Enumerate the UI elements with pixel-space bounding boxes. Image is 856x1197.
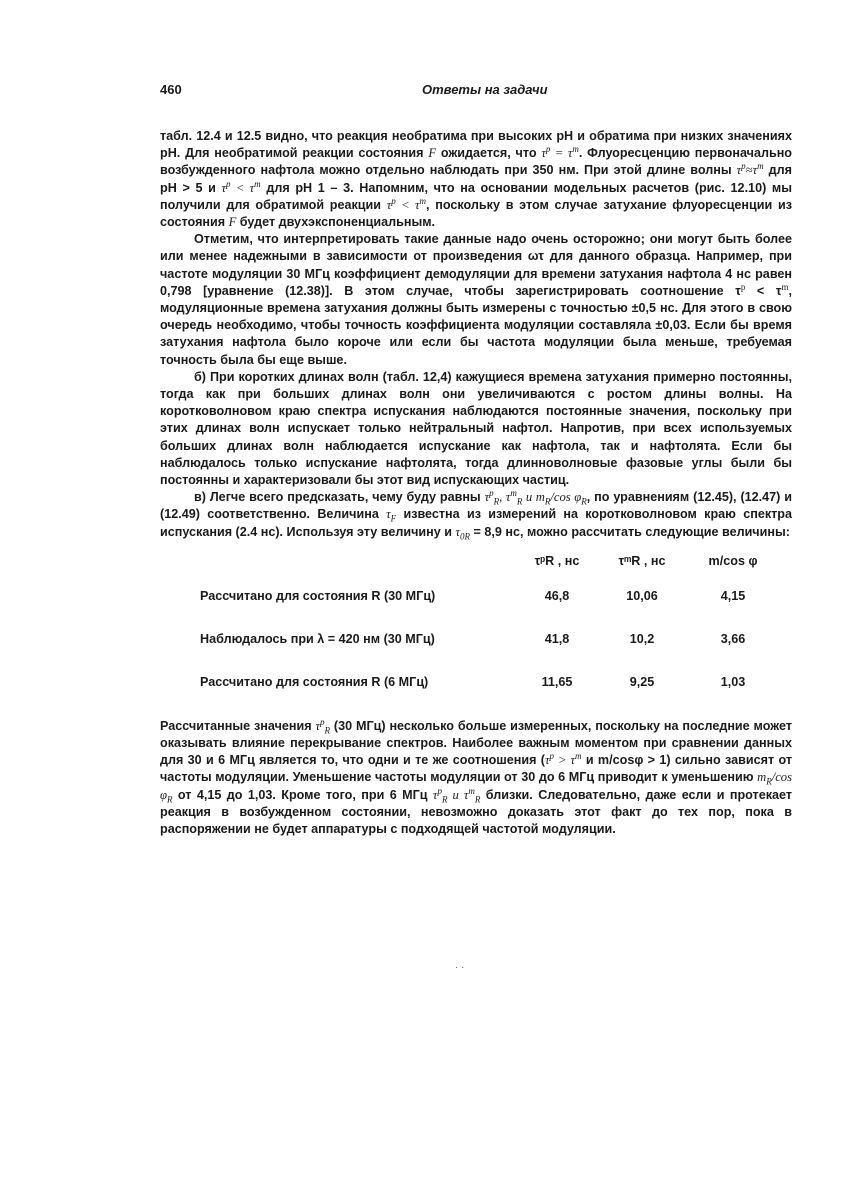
formula: $m_R/\cos$ $\varphi_R$ bbox=[160, 770, 792, 805]
formula: $\tau^p_R$, $\tau^m_R$ и $m_R/\cos$ $\varphi_R$ bbox=[484, 488, 587, 507]
text-run: = 8,9 нс, можно рассчитать следующие величины: bbox=[469, 524, 790, 539]
formula: $\tau_F$ bbox=[386, 507, 397, 524]
row-label: Рассчитано для состояния R (6 МГц) bbox=[200, 674, 429, 689]
text-run: Рассчитанные значения bbox=[160, 718, 316, 733]
formula: $\tau^p > \tau^m$ bbox=[545, 751, 582, 768]
sup-p: p bbox=[740, 281, 746, 292]
table-row bbox=[200, 618, 778, 661]
text-run: близки. Следовательно, даже если и протекает реакция в возбужденном состоянии, невозможно доказать этот факт до тех пор, пока в распоряжении не будет аппаратуры с подходящей частотой модуляции. bbox=[160, 787, 793, 837]
table-row bbox=[200, 575, 778, 618]
page-body bbox=[160, 128, 792, 838]
formula: $\tau^p_R$ и $\tau^m_R$ bbox=[432, 785, 481, 805]
table-cell: 3,66 bbox=[720, 631, 746, 646]
paragraph-5 bbox=[160, 718, 792, 838]
row-label: Наблюдалось при λ = 420 нм (30 МГц) bbox=[200, 631, 435, 646]
table-header-cell bbox=[200, 551, 518, 575]
paragraph-4 bbox=[160, 489, 792, 541]
running-title: Ответы на задачи bbox=[422, 82, 548, 97]
table-cell: 4,15 bbox=[720, 588, 746, 603]
table-cell: 46,8 bbox=[544, 588, 570, 603]
table-cell: 10,2 bbox=[629, 631, 655, 646]
formula: $\tau^p < \tau^m$ bbox=[386, 195, 427, 212]
scan-speck: · · bbox=[455, 962, 465, 973]
table-cell: 11,65 bbox=[541, 674, 573, 689]
symbol-F: F bbox=[228, 215, 237, 230]
formula: $\tau^p_R$ bbox=[315, 716, 330, 736]
text-run: будет двухэкспоненциальным. bbox=[236, 215, 436, 230]
table-row bbox=[200, 661, 778, 704]
text-run: (30 МГц) несколько больше измеренных, поскольку на последние может оказывать влияние перекрывание спектров. Наиболее важным моментом при сравнении данных для 30 и 6 МГц является то, что одни и те же соотношения ( bbox=[160, 718, 793, 768]
text-run: и m/cosφ > 1) сильно зависят от частоты модуляции. Уменьшение частоты модуляции от 30 до 6 МГц приводит к уменьшению bbox=[160, 753, 793, 785]
text-run: ожидается, что bbox=[436, 146, 542, 161]
table-header-row bbox=[200, 551, 778, 575]
text-run: для pH 1 – 3. Напомним, что на основании модельных расчетов (рис. 12.10) мы получили для обратимой реакции bbox=[160, 180, 792, 212]
text-run: для pH > 5 и bbox=[160, 163, 793, 195]
paragraph-3: б) При коротких длинах волн (табл. 12,4) кажущиеся времена затухания примерно постоянны, тогда как при больших длинах волн они увеличиваются с ростом длины волны. На коротковолновом краю спектра испускания наблюдаются постоянные значения, поскольку при этих длинах волн испускает только нейтральный нафтол. Напротив, при всех используемых больших длинах волн наблюдается испускание как нафтола, так и нафтолята. Если бы наблюдалось только испускание нафтолята, тогда длинноволновые фазовые углы были бы постоянны и характеризовали бы этот вид испускающих частиц. bbox=[160, 369, 792, 488]
table-cell: 9,25 bbox=[629, 674, 655, 689]
paragraph-2 bbox=[160, 231, 792, 369]
text-run: , поскольку в этом случае затухание флуоресценции из состояния bbox=[160, 197, 792, 230]
text-run: от 4,15 до 1,03. Кроме того, при 6 МГц bbox=[172, 787, 433, 802]
formula: $\tau_{0R}$ bbox=[455, 524, 470, 542]
table-header-cell: τᵐR , нс bbox=[618, 554, 666, 569]
text-run: табл. 12.4 и 12.5 видно, что реакция необратима при высоких pH и обратима при низких значениях pH. Для необратимой реакции состояния bbox=[160, 129, 792, 161]
table-header-cell: m/cos φ bbox=[708, 554, 758, 569]
row-label: Рассчитано для состояния R (30 МГц) bbox=[200, 588, 436, 603]
table-header-cell: τᵖR , нс bbox=[534, 554, 580, 569]
table-cell: 10,06 bbox=[626, 588, 658, 603]
formula: $\tau^p\approx\tau^m$ bbox=[736, 161, 764, 178]
page-header bbox=[160, 82, 792, 102]
symbol-F: F bbox=[428, 146, 437, 161]
text-run: < τ bbox=[745, 283, 782, 298]
page-number: 460 bbox=[160, 82, 182, 97]
text-run: в) Легче всего предсказать, чему буду равны bbox=[194, 490, 485, 505]
table-cell: 1,03 bbox=[720, 674, 746, 689]
table-cell: 41,8 bbox=[544, 631, 570, 646]
text-run: , модуляционные времена затухания должны быть измерены с точностью ±0,5 нс. Для этого в свою очередь необходимо, чтобы точность коэффициента модуляции составляла ±0,03. Если бы время затухания нафтола было короче или если бы частота модуляции была меньше, требуемая точность была бы еще выше. bbox=[160, 283, 792, 367]
results-table bbox=[200, 551, 778, 704]
sup-m: m bbox=[781, 281, 789, 292]
text-run: , по уравнениям (12.45), (12.47) и (12.49) соответственно. Величина bbox=[160, 490, 793, 522]
text-run: . Флуоресценцию первоначально возбужденного нафтола можно отдельно наблюдать при 350 нм. При этой длине волны bbox=[160, 146, 793, 178]
formula: $\tau^p < \tau^m$ bbox=[221, 178, 261, 195]
text-run: известна из измерений на коротковолновом краю спектра испускания (2.4 нс). Используя эту величину и bbox=[160, 507, 792, 539]
formula: $\tau^p = \tau^m$ bbox=[541, 144, 579, 161]
text-run: Отметим, что интерпретировать такие данные надо очень осторожно; они могут быть более или менее надежными в зависимости от произведения ωτ для данного образца. Например, при частоте модуляции 30 МГц коэффициент демодуляции для времени затухания нафтола 4 нс равен 0,798 [уравнение (12.38)]. В этом случае, чтобы зарегистрировать соотношение τ bbox=[160, 232, 792, 298]
paragraph-1 bbox=[160, 128, 792, 231]
